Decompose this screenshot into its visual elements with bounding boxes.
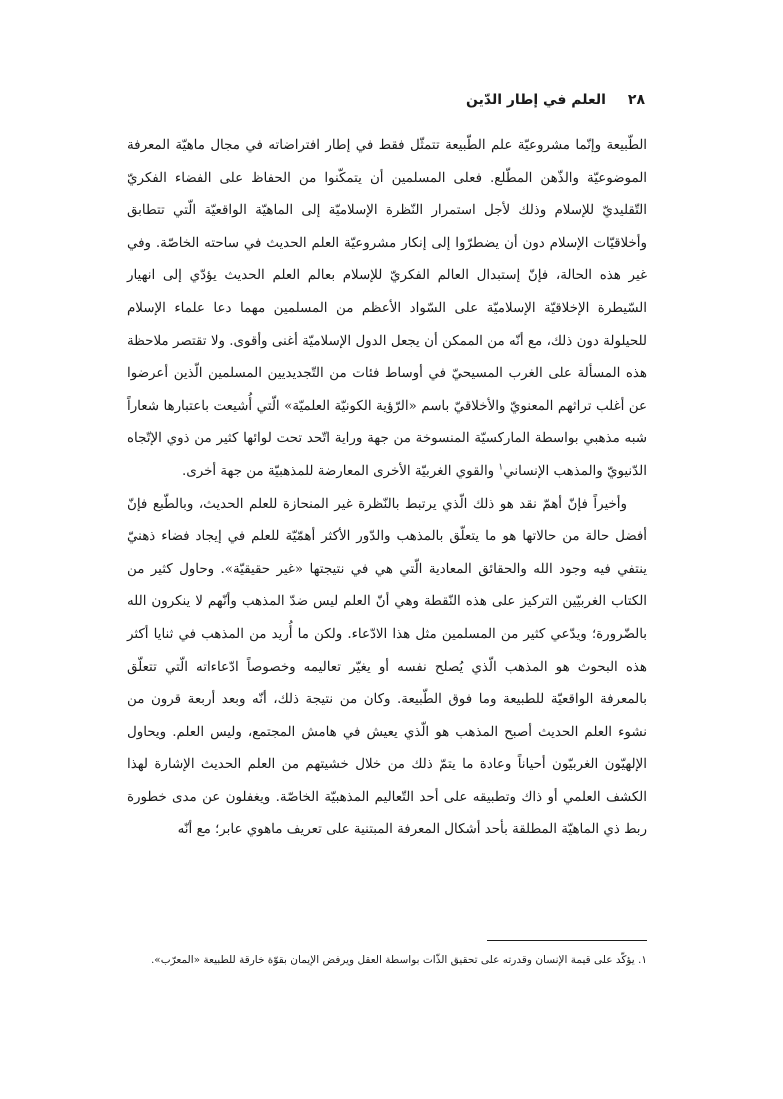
- running-header: [125, 88, 645, 112]
- body-text: [127, 130, 647, 847]
- paragraph-1: [127, 130, 647, 489]
- paragraph-2: وأخيراً فإنّ أهمّ نقد هو ذلك الّذي يرتبط بالنّظرة غير المنحازة للعلم الحديث، وبالطّبع فإنّ أفضل حالة من حالاتها هو ما يتعلّق بالمذهب والدّور الأكثر أهمّيّة للعلم في إيجاد فضاء ذهنيّ ينتفي فيه وجود الله والحقائق المعادية الّتي هي في نتيجتها «غير حقيقيّة». وحاول كثير من الكتاب الغربيّين التركيز على هذه النّقطة وهي أنّ العلم ليس ضدّ المذهب وأنّهم لا ينكرون الله بالضّرورة؛ ويدّعي كثير من المسلمين مثل هذا الادّعاء. ولكن ما أُريد من المذهب في ثنايا أكثر هذه البحوث هو المذهب الّذي يُصلح نفسه أو يغيّر تعاليمه وخصوصاً ادّعاءاته الّتي تتعلّق بالمعرفة الواقعيّة للطبيعة وما فوق الطّبيعة. وكان من نتيجة ذلك، أنّه وبعد أربعة قرون من نشوء العلم الحديث أصبح المذهب هو الّذي يعيش في هامش المجتمع، وليس العلم. ويحاول الإلهيّون الغربيّون أحياناً وعادة ما يتمّ ذلك من خلال خشيتهم من العلم الحديث الإشارة لهذا الكشف العلمي أو ذاك وتطبيقه على أحد التّعاليم المذهبيّة الخاصّة. ويغفلون عن مدى خطورة ربط ذي الماهيّة المطلقة بأحد أشكال المعرفة المبتنية على تعريف ماهوي عابر؛ مع أنّه: [127, 496, 647, 838]
- page-number: ٢٨: [627, 92, 645, 108]
- paragraph-1-end: والقوي الغربيّة الأخرى المعارضة للمذهبيّة من جهة أخرى.: [181, 463, 499, 479]
- footnote: ١. يؤكّد على قيمة الإنسان وقدرته على تحقيق الذّات بواسطة العقل ويرفض الإيمان بقوّة خارقة للطبيعة «المعرّب».: [150, 954, 647, 966]
- footnote-marker[interactable]: ١: [498, 462, 504, 473]
- running-title: العلم في إطار الدّين: [466, 92, 606, 108]
- paragraph-1-text: الطّبيعة وإنّما مشروعيّة علم الطّبيعة تتمثّل فقط في إطار افتراضاته في مجال ماهيّة المعرفة الموضوعيّة والذّهن المطّلع. فعلى المسلمين أن يتمكّنوا من الحفاظ على الفضاء الفكريّ التّقليديّ للإسلام وذلك لأجل استمرار النّظرة الإسلاميّة إلى الماهيّة الواقعيّة الّتي تتطابق وأخلاقيّات الإسلام دون أن يضطرّوا إلى إنكار مشروعيّة العلم الحديث في ساحته الخاصّة. وفي غير هذه الحالة، فإنّ إستبدال العالم الفكريّ للإسلام بعالم العلم الحديث يؤدّي إلى انهيار السّيطرة الإخلاقيّة الإسلاميّة على السّواد الأعظم من المسلمين مهما دعا علماء الإسلام للحيلولة دون ذلك، مع أنّه من الممكن أن يجعل الدول الإسلاميّة أغنى وأقوى. ولا تقتصر ملاحظة هذه المسألة على الغرب المسيحيّ في أوساط فئات من التّجديديين المسلمين الّذين أعرضوا عن أغلب تراثهم المعنويّ والأخلاقيّ باسم «الرّؤية الكونيّة العلميّة» الّتي أُشيعت باعتبارها شعاراً شبه مذهبي بواسطة الماركسيّة المنسوخة من جهة وراية اتّحد تحت لوائها كثير من ذوي الإتّجاه الدّنيويّ والمذهب الإنساني: [127, 138, 647, 479]
- footnote-divider: [487, 940, 647, 941]
